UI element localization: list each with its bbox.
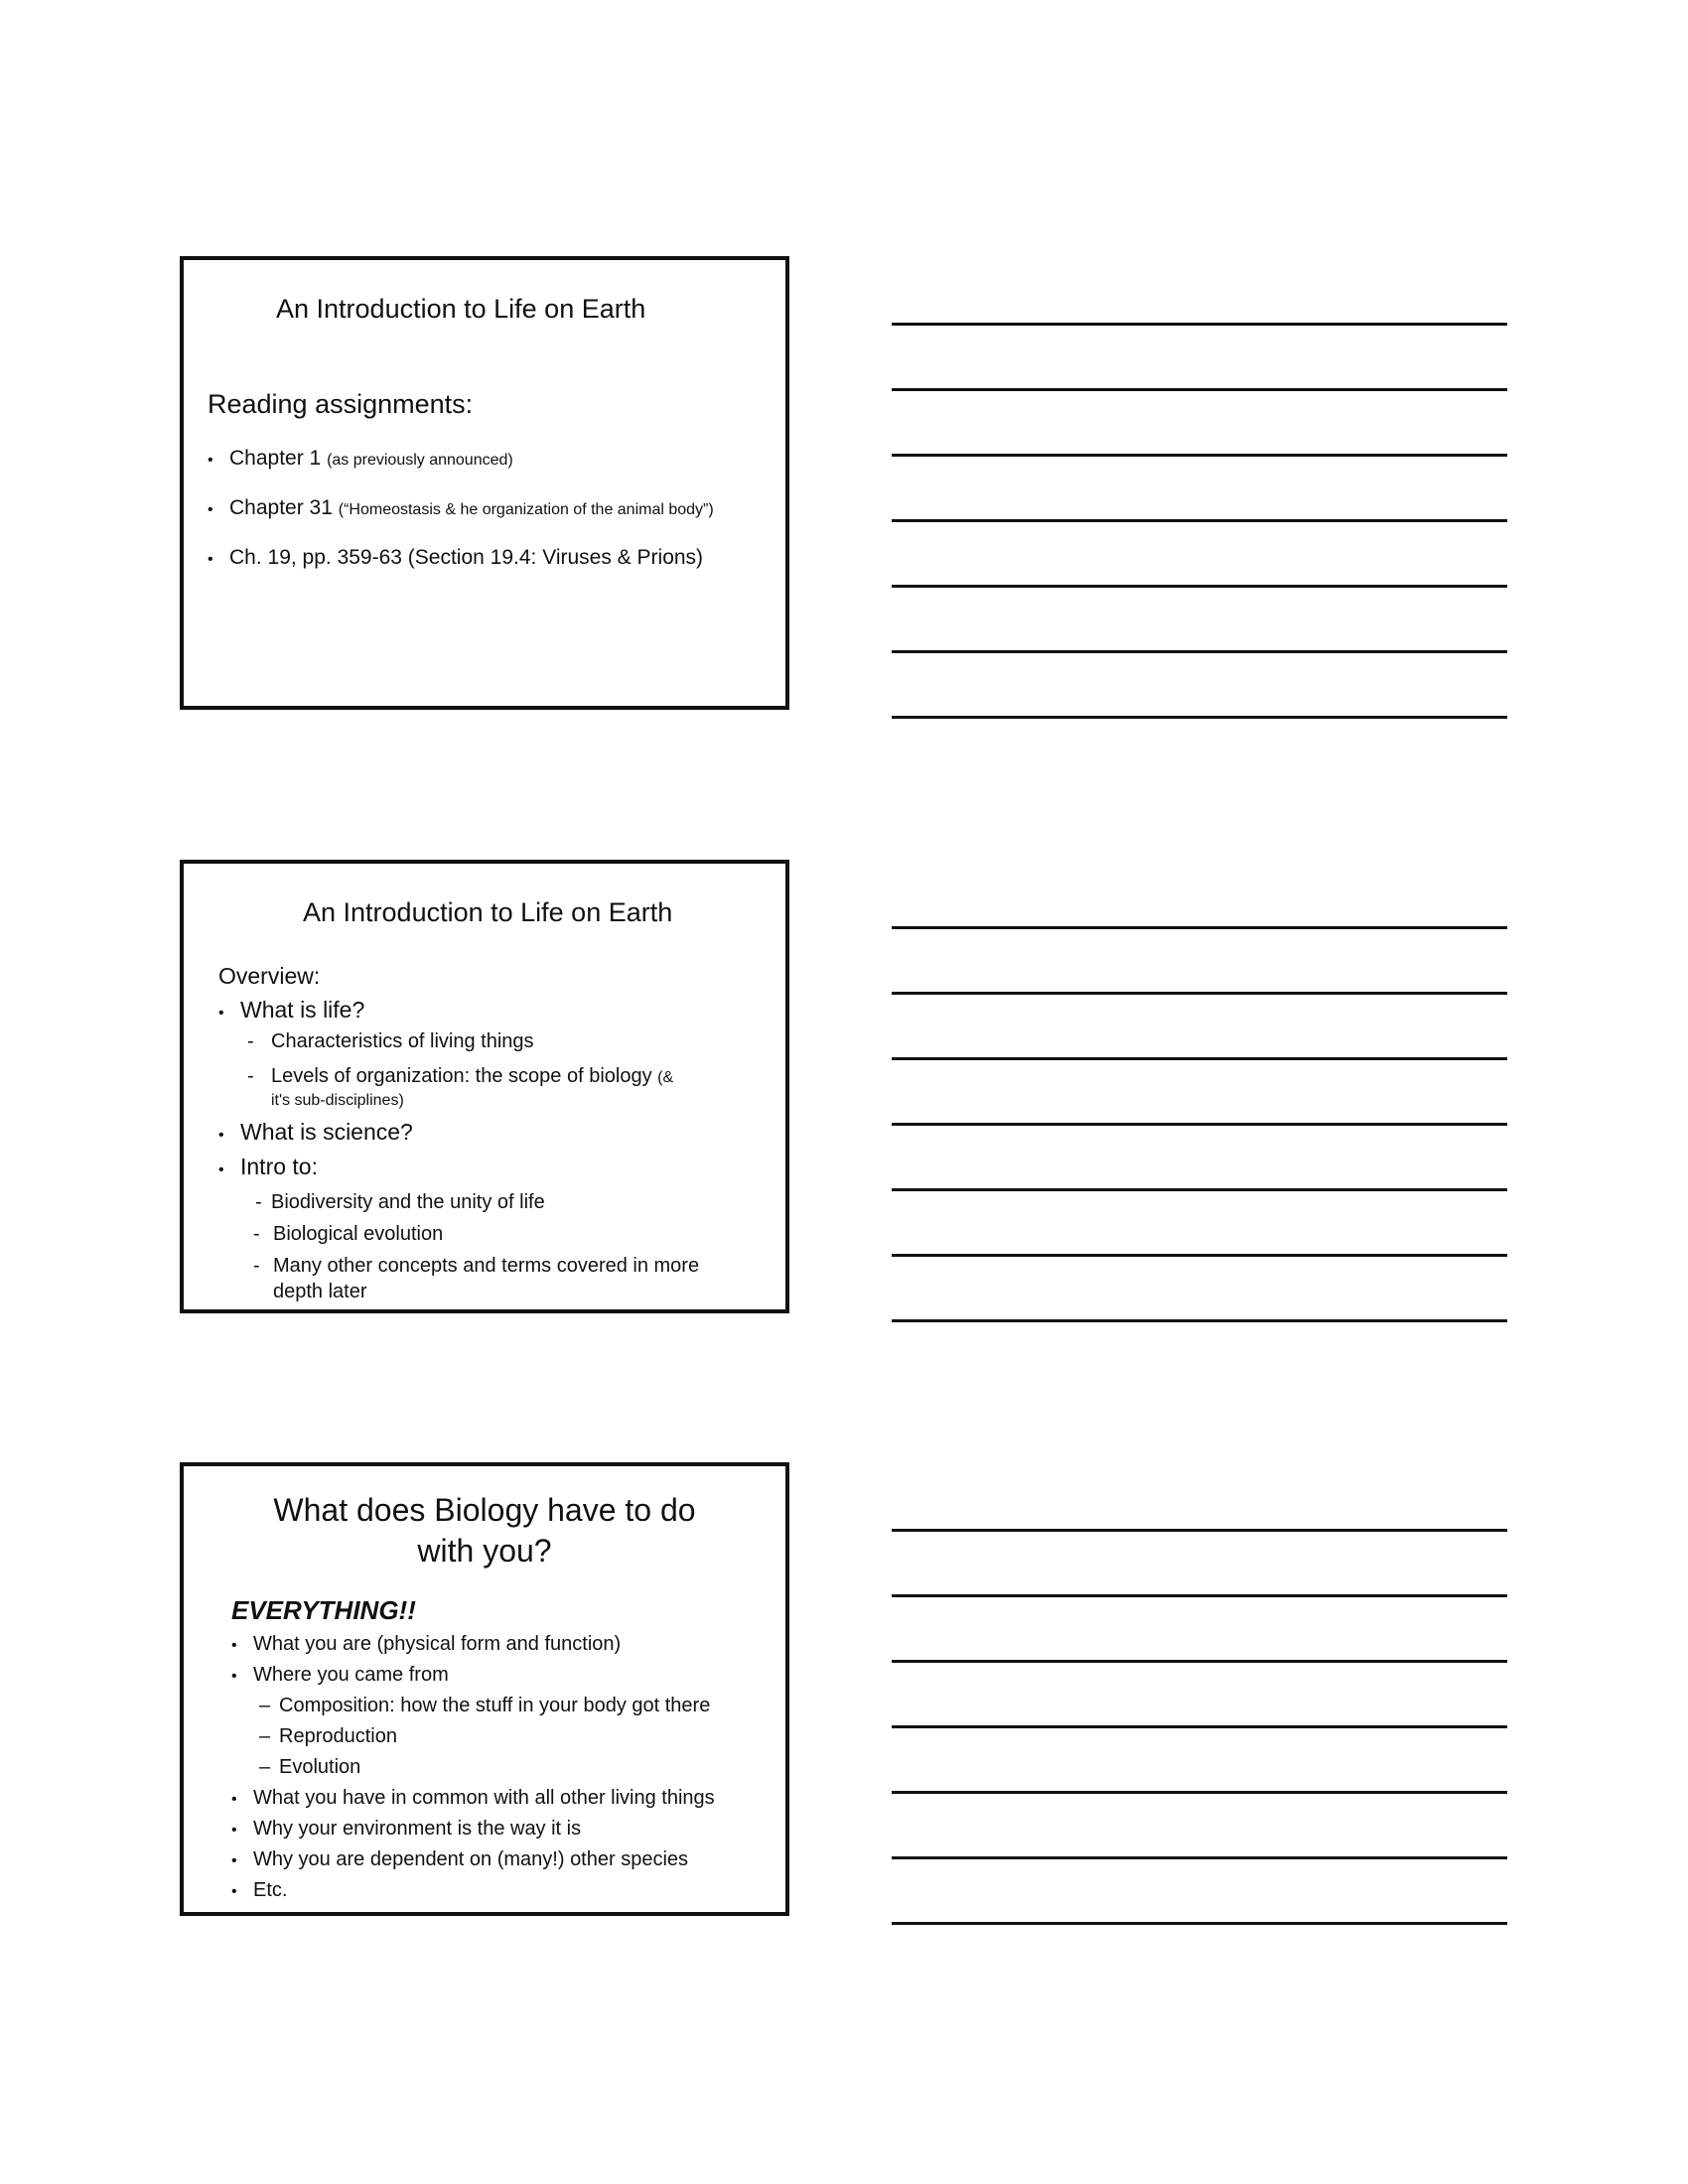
item-text: Biodiversity and the unity of life [271,1191,545,1213]
note-line [892,650,1507,653]
item-text: Why you are dependent on (many!) other species [253,1848,689,1870]
item-text: What is science? [240,1119,413,1145]
dash-marker: - [255,1191,262,1213]
note-line [892,1123,1507,1126]
item-text: Many other concepts and terms covered in more [273,1255,700,1277]
bullet-marker: • [231,1883,237,1900]
bullet-marker: • [218,1005,224,1022]
item-text: Characteristics of living things [271,1030,534,1052]
item-text: Where you came from [253,1664,449,1686]
item-text: Intro to: [240,1154,318,1179]
sub-item-evolution [253,1223,443,1246]
slide-2-title: An Introduction to Life on Earth [303,897,673,927]
item-text: Levels of organization: the scope of biology [271,1065,652,1087]
note-line [892,926,1507,929]
note-line [892,519,1507,522]
note-line [892,1922,1507,1925]
bullet-marker: • [218,1161,224,1178]
item-text: Why your environment is the way it is [253,1818,582,1840]
note-line [892,1725,1507,1728]
list-item [231,1818,581,1841]
note-line [892,1660,1507,1663]
note-line [892,1319,1507,1322]
note-line [892,585,1507,588]
item-text: Evolution [279,1756,361,1778]
dash-marker: - [247,1030,254,1052]
item-note: (as previously announced) [327,452,513,469]
item-text: Chapter 1 [229,447,328,470]
intro-to-label [218,1154,318,1180]
list-item [231,1633,621,1656]
bullet-marker: • [208,452,213,469]
slide-3 [180,1462,789,1916]
slide-3-title [184,1490,785,1571]
item-text: Etc. [253,1879,288,1901]
bullet-marker: • [231,1637,237,1654]
list-item [231,1787,715,1810]
bullet-marker: • [231,1668,237,1685]
item-text: What you have in common with all other living things [253,1787,715,1809]
note-line [892,1254,1507,1257]
note-line [892,1856,1507,1859]
item-text: What is life? [240,997,365,1023]
slide-1-item-1 [208,447,513,471]
note-line [892,388,1507,391]
dash-marker: - [253,1223,260,1245]
dash-marker: - [253,1255,260,1277]
note-line [892,992,1507,995]
sub-item-biodiversity [255,1191,545,1214]
slide-3-title-line-2: with you? [417,1533,552,1569]
item-text: Composition: how the stuff in your body got there [279,1695,711,1716]
dash-marker: – [259,1725,271,1747]
bullet-marker: • [231,1791,237,1808]
note-line [892,323,1507,326]
item-text: What you are (physical form and function) [253,1633,622,1655]
dash-marker: – [259,1756,271,1778]
sub-item-levels [247,1065,673,1088]
dash-marker: – [259,1695,271,1716]
note-line [892,1529,1507,1532]
bullet-marker: • [218,1127,224,1144]
slide-2 [180,860,789,1313]
slide-1-title: An Introduction to Life on Earth [276,294,646,324]
list-item [231,1879,287,1902]
slide-1-item-2 [208,496,714,520]
item-text: Ch. 19, pp. 359-63 (Section 19.4: Viruses & Prions) [229,546,704,569]
sub-list-item [259,1725,397,1748]
bullet-marker: • [231,1822,237,1839]
note-line [892,454,1507,457]
slide-1-subtitle: Reading assignments: [208,389,474,419]
sub-list-item [259,1695,710,1717]
note-line [892,716,1507,719]
note-line [892,1188,1507,1191]
sub-item-many-concepts-cont: depth later [273,1281,367,1302]
list-item [231,1848,688,1871]
sub-item-many-concepts [253,1255,699,1278]
note-line [892,1594,1507,1597]
dash-marker: - [247,1065,254,1087]
item-text: Reproduction [279,1725,397,1747]
note-line [892,1057,1507,1060]
emphasis-everything: EVERYTHING!! [231,1595,416,1625]
bullet-marker: • [208,551,213,568]
slide-1-item-3 [208,546,703,570]
item-note: (“Homeostasis & he organization of the animal body”) [338,501,714,518]
item-note: (& [657,1069,674,1086]
bullet-marker: • [208,501,213,518]
sub-list-item [259,1756,360,1779]
note-line [892,1791,1507,1794]
item-text: Biological evolution [273,1223,444,1245]
question-what-is-life [218,997,364,1024]
slide-1 [180,256,789,710]
sub-item-levels-note: it's sub-disciplines) [271,1092,404,1109]
bullet-marker: • [231,1852,237,1869]
sub-item-characteristics [247,1030,534,1053]
slide-3-title-line-1: What does Biology have to do [273,1492,696,1528]
list-item [231,1664,449,1687]
item-text: Chapter 31 [229,496,339,519]
question-what-is-science [218,1119,413,1146]
overview-label: Overview: [218,963,321,989]
